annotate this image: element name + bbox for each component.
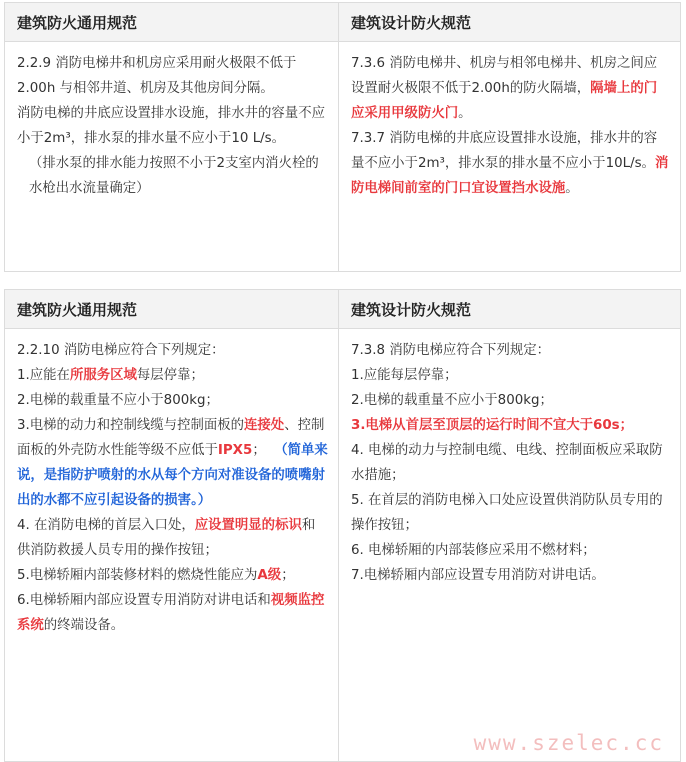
item1-end: 每层停靠； [136,368,204,383]
table1-right-header: 建筑设计防火规范 [339,3,681,42]
item6-text: 6.电梯轿厢内部应设置专用消防对讲电话和 [17,593,271,608]
table2-right-header: 建筑设计防火规范 [339,290,681,329]
list-item [17,413,328,513]
item3-end: ； [252,443,266,458]
drainage-paragraph: 消防电梯的井底应设置排水设施，排水井的容量不应小于2m³，排水泵的排水量不应小于10 L/s。 [17,106,325,146]
item5-text: 5.电梯轿厢内部装修材料的燃烧性能应为 [17,568,258,583]
list-item: 7.电梯轿厢内部应设置专用消防对讲电话。 [351,568,605,583]
item1-text: 1.应能在 [17,368,70,383]
connection-emphasis: 连接处 [244,418,285,433]
list-item [17,513,328,563]
comparison-table-1 [4,2,681,272]
list-item: 2.电梯的载重量不应小于800kg； [351,393,553,408]
ipx5-emphasis: IPX5 [217,443,253,458]
ipx5-explanation-note: （简单来说，是指防护喷射的水从每个方向对准设备的喷嘴射出的水都不应引起设备的损害。） [17,443,328,508]
table2-left-cell [5,329,339,762]
fire-door-emphasis: 隔墙上的门应采用甲级防火门 [351,81,658,121]
comparison-table-2 [4,289,681,762]
water-barrier-emphasis: 消防电梯间前室的门口宜设置挡水设施 [351,156,669,196]
clause-7-3-6-end: 。 [458,106,472,121]
item4-end: 和供消防救援人员专用的操作按钮； [17,518,316,558]
video-monitoring-emphasis: 视频监控系统 [17,593,325,633]
watermark: www.szelec.cc [473,731,664,755]
clause-7-3-8-intro: 7.3.8 消防电梯应符合下列规定： [351,343,551,358]
item4-text: 4. 在消防电梯的首层入口处， [17,518,195,533]
clause-7-3-6-text: 7.3.6 消防电梯井、机房与相邻电梯井、机房之间应设置耐火极限不低于2.00h的防火隔墙， [351,56,658,96]
list-item: 4. 电梯的动力与控制电缆、电线、控制面板应采取防水措施； [351,443,663,483]
clause-7-3-6 [351,51,670,126]
list-item: 5. 在首层的消防电梯入口处应设置供消防队员专用的操作按钮； [351,493,663,533]
service-area-emphasis: 所服务区域 [69,368,137,383]
clause-2-2-9: 2.2.9 消防电梯井和机房应采用耐火极限不低于2.00h 与相邻井道、机房及其他房间分隔。 [17,56,297,96]
list-item [17,588,328,638]
clause-7-3-7 [351,126,670,201]
list-item: 6. 电梯轿厢的内部装修应采用不燃材料； [351,543,596,558]
signage-emphasis: 应设置明显的标识 [194,518,302,533]
clause-7-3-7-text: 7.3.7 消防电梯的井底应设置排水设施，排水井的容量不应小于2m³，排水泵的排水量不应小于10L/s。 [351,131,658,171]
list-item: 1.应能每层停靠； [351,368,458,383]
item3-mid: 、控制面板的外壳防水性能等级不应低于 [17,418,325,458]
table2-right-cell [339,329,681,762]
table1-left-header: 建筑防火通用规范 [5,3,339,42]
list-item [17,363,328,388]
list-item [17,563,328,588]
table1-right-cell [339,42,681,272]
table1-left-cell [5,42,339,272]
list-item: 2.电梯的载重量不应小于800kg； [17,393,219,408]
drainage-note: （排水泵的排水能力按照不小于2支室内消火栓的水枪出水流量确定） [29,156,319,196]
clause-7-3-7-end: 。 [565,181,579,196]
item5-end: ； [281,568,295,583]
class-a-emphasis: A级 [257,568,282,583]
clause-2-2-10-intro: 2.2.10 消防电梯应符合下列规定： [17,343,225,358]
travel-time-emphasis: 3.电梯从首层至顶层的运行时间不宜大于60s； [351,418,634,433]
item6-end: 的终端设备。 [43,618,125,633]
item3-text: 3.电梯的动力和控制线缆与控制面板的 [17,418,245,433]
table2-left-header: 建筑防火通用规范 [5,290,339,329]
